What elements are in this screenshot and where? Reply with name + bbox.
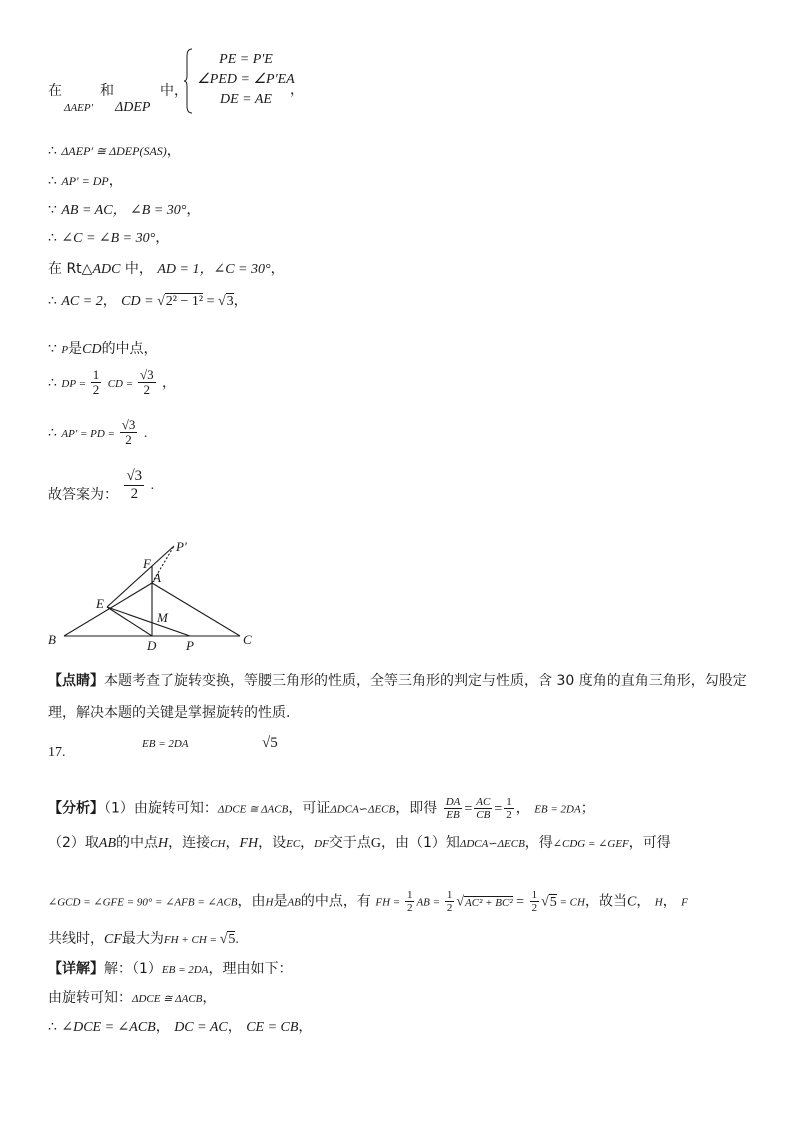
text-he: 和 [100, 83, 114, 99]
text-zai: 在 [48, 83, 62, 99]
question-17-number: 17. [48, 745, 66, 760]
step-angle-c: ∴ ∠C = ∠B = 30°， [48, 230, 170, 246]
ap-line: ∴ AP′ = PD = $\frac{√3}{2}$ . [48, 417, 148, 448]
answer-fraction: $\frac{√3}{2}$ [126, 468, 143, 502]
detail-line-1: 【详解】解：（1）EB = 2DA，理由如下： [48, 961, 293, 977]
analysis-line-3: ∠GCD = ∠GFE = 90° = ∠AFB = ∠ACB，由H是AB的中点，有 FH = $\frac{1}{2}$ AB = $\frac{1}{2}$ √AC² + BC² = $\frac{1}{2}$ √5 = CH，故当C， H， F [48, 889, 688, 915]
label-m: M [157, 610, 168, 625]
ac-cd-line: ∴ AC = 2， CD = √2² − 1² = √3， [48, 293, 248, 309]
triangle-dep: ΔDEP [115, 100, 151, 115]
step-ap-dp: ∴ AP′ = DP， [48, 173, 123, 189]
analysis-tag: 【分析】 [48, 800, 104, 817]
fraction-root3-over-2: $\frac{√3}{2}$ [121, 417, 136, 448]
triangle-aep: ΔAEP′ [64, 102, 94, 114]
fraction-half: $\frac{1}{2}$ [506, 796, 512, 822]
label-b: B [48, 632, 56, 647]
fraction-da-eb: $\frac{DA}{EB}$ [445, 796, 461, 822]
dp-line: ∴ DP = $\frac{1}{2}$ CD = $\frac{√3}{2}$ ， [48, 367, 177, 398]
equation-2: ∠PED = ∠P′EA [197, 72, 295, 87]
dianjing-line-1: 【点睛】本题考查了旋转变换，等腰三角形的性质，全等三角形的判定与性质，含 30 度角的直角三角形，勾股定 [48, 673, 747, 689]
label-f: F [143, 556, 151, 571]
label-p: P [186, 638, 194, 653]
step-ab-ac: ∵ AB = AC， ∠B = 30°， [48, 202, 201, 218]
midpoint-line: ∵ P是CD的中点， [48, 341, 158, 357]
q17-answer-2: √5 [262, 735, 278, 751]
label-c: C [243, 632, 252, 647]
text-zhong: 中， [160, 83, 188, 99]
label-e: E [96, 596, 104, 611]
segment-ed [107, 607, 152, 636]
fraction-ac-cb: $\frac{AC}{CB}$ [476, 796, 491, 822]
step-congruent: ∴ ΔAEP′ ≅ ΔDEP(SAS)， [48, 143, 181, 159]
detail-line-3: ∴ ∠DCE = ∠ACB， DC = AC， CE = CB， [48, 1019, 313, 1035]
fraction-root3-over-2: $\frac{√3}{2}$ [139, 367, 154, 398]
analysis-line-4: 共线时，CF最大为FH + CH = √5. [48, 931, 239, 947]
detail-line-2: 由旋转可知：ΔDCE ≅ ΔACB， [48, 990, 217, 1006]
analysis-line-2: （2）取AB的中点H，连接CH，FH，设EC，DF交于点G，由（1）知ΔDCA∽ΔECB，得∠CDG = ∠GEF，可得 [48, 835, 671, 851]
rt-triangle-line: 在 Rt△ADC 中， AD = 1，∠C = 30°， [48, 261, 285, 277]
label-p-prime: P′ [176, 539, 187, 554]
label-a: A [153, 570, 161, 585]
answer-line: 故答案为： $\frac{√3}{2}$ . [48, 468, 155, 503]
q17-answer-1: EB = 2DA [142, 738, 189, 750]
comma: ， [290, 83, 304, 98]
dianjing-line-2: 理，解决本题的关键是掌握旋转的性质. [48, 705, 291, 721]
detail-tag: 【详解】 [48, 961, 104, 977]
fraction-half: $\frac{1}{2}$ [92, 367, 100, 398]
equation-1: PE = P′E [219, 52, 273, 67]
segment-ep [107, 607, 190, 636]
equation-3: DE = AE [220, 92, 272, 107]
label-d: D [147, 638, 157, 653]
analysis-line-1: 【分析】（1）由旋转可知：ΔDCE ≅ ΔACB，可证ΔDCA∽ΔECB，即得 $\frac{DA}{EB}$ = $\frac{AC}{CB}$ = $\frac{1}{2}$ ， EB = 2DA； [48, 796, 595, 822]
dianjing-tag: 【点睛】 [48, 673, 104, 689]
segment-ep-prime [107, 546, 174, 607]
